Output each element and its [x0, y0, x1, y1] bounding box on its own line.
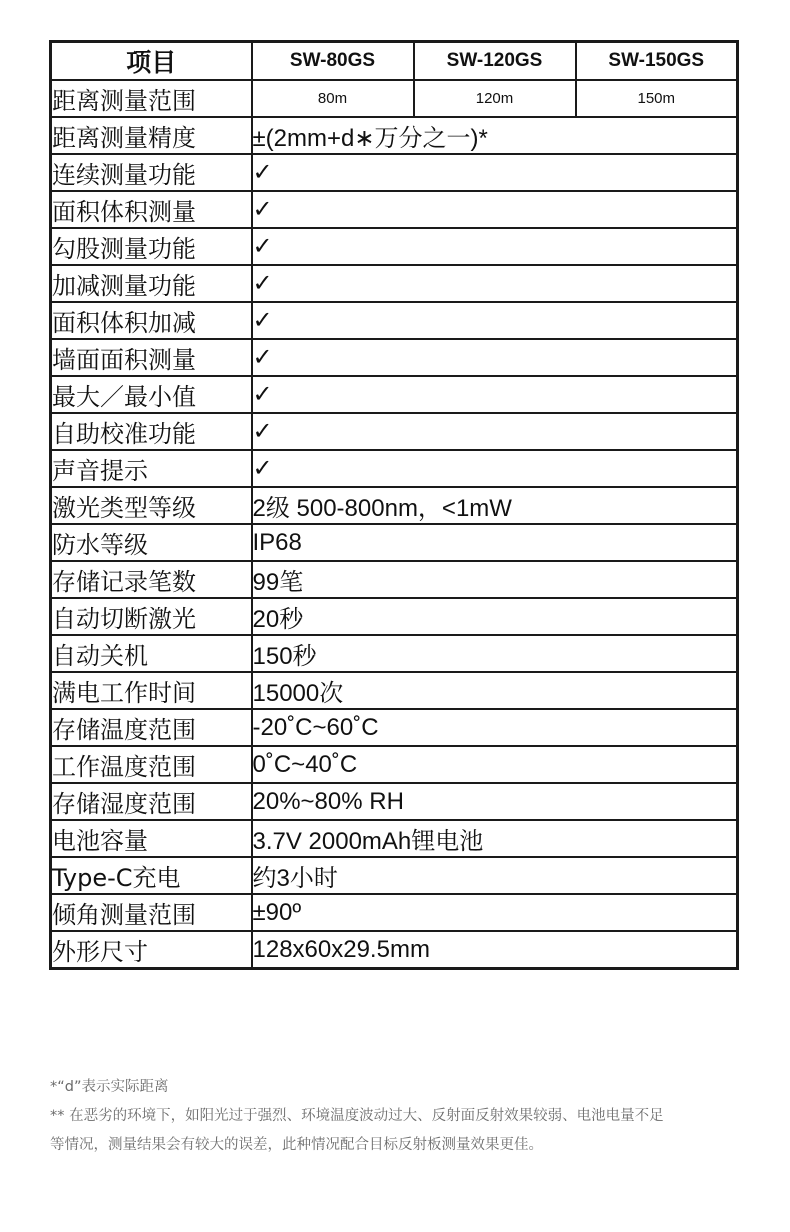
row-name: 电池容量	[51, 820, 252, 857]
row-name: 自助校准功能	[51, 413, 252, 450]
footnote-error-warning-line1: ** 在恶劣的环境下，如阳光过于强烈、环境温度波动过大、反射面反射效果较弱、电池电量不足	[50, 1108, 664, 1124]
header-item-cell: 项目	[51, 42, 252, 81]
row-value: 128x60x29.5mm	[252, 931, 738, 969]
table-row	[51, 191, 738, 228]
range-value-80: 80m	[252, 80, 414, 117]
row-value: ±(2mm+d∗万分之一)*	[252, 117, 738, 154]
row-name: 声音提示	[51, 450, 252, 487]
table-row	[51, 302, 738, 339]
table-row	[51, 376, 738, 413]
table-row	[51, 117, 738, 154]
row-name: 加减测量功能	[51, 265, 252, 302]
header-model-150: SW-150GS	[576, 42, 738, 81]
row-name: 最大／最小值	[51, 376, 252, 413]
check-icon: ✓	[252, 450, 738, 487]
row-name: 距离测量精度	[51, 117, 252, 154]
check-icon: ✓	[252, 339, 738, 376]
row-name: 倾角测量范围	[51, 894, 252, 931]
table-row	[51, 709, 738, 746]
table-row	[51, 635, 738, 672]
row-name: 存储温度范围	[51, 709, 252, 746]
row-value: 0˚C~40˚C	[252, 746, 738, 783]
row-name: 连续测量功能	[51, 154, 252, 191]
row-name: 满电工作时间	[51, 672, 252, 709]
table-row	[51, 561, 738, 598]
row-value: -20˚C~60˚C	[252, 709, 738, 746]
table-row	[51, 931, 738, 969]
table-row	[51, 413, 738, 450]
table-row	[51, 265, 738, 302]
header-model-80: SW-80GS	[252, 42, 414, 81]
row-value: 20%~80% RH	[252, 783, 738, 820]
footnote-d-definition: *“d”表示实际距离	[50, 1079, 169, 1095]
row-name: 激光类型等级	[51, 487, 252, 524]
row-name: 面积体积加减	[51, 302, 252, 339]
check-icon: ✓	[252, 191, 738, 228]
row-value: ±90º	[252, 894, 738, 931]
table-row	[51, 598, 738, 635]
row-name: Type-C充电	[51, 857, 252, 894]
row-value: 99笔	[252, 561, 738, 598]
row-name: 防水等级	[51, 524, 252, 561]
footnotes	[50, 1073, 750, 1160]
table-row	[51, 894, 738, 931]
table-row	[51, 672, 738, 709]
table-row	[51, 450, 738, 487]
table-row	[51, 524, 738, 561]
check-icon: ✓	[252, 154, 738, 191]
header-model-120: SW-120GS	[414, 42, 576, 81]
row-name: 面积体积测量	[51, 191, 252, 228]
table-row	[51, 339, 738, 376]
check-icon: ✓	[252, 376, 738, 413]
spec-table	[49, 40, 739, 970]
row-value: IP68	[252, 524, 738, 561]
range-row-name: 距离测量范围	[51, 80, 252, 117]
row-value: 约3小时	[252, 857, 738, 894]
table-row	[51, 820, 738, 857]
table-row	[51, 857, 738, 894]
row-name: 工作温度范围	[51, 746, 252, 783]
table-row	[51, 228, 738, 265]
row-value: 2级 500-800nm，<1mW	[252, 487, 738, 524]
row-value: 150秒	[252, 635, 738, 672]
row-name: 自动切断激光	[51, 598, 252, 635]
table-row	[51, 746, 738, 783]
range-value-120: 120m	[414, 80, 576, 117]
row-name: 墙面面积测量	[51, 339, 252, 376]
check-icon: ✓	[252, 302, 738, 339]
range-row	[51, 80, 738, 117]
table-row	[51, 783, 738, 820]
row-name: 存储湿度范围	[51, 783, 252, 820]
range-value-150: 150m	[576, 80, 738, 117]
row-value: 15000次	[252, 672, 738, 709]
header-row	[51, 42, 738, 81]
row-value: 3.7V 2000mAh锂电池	[252, 820, 738, 857]
check-icon: ✓	[252, 413, 738, 450]
check-icon: ✓	[252, 228, 738, 265]
check-icon: ✓	[252, 265, 738, 302]
table-row	[51, 154, 738, 191]
row-value: 20秒	[252, 598, 738, 635]
footnote-error-warning-line2: 等情况，测量结果会有较大的误差，此种情况配合目标反射板测量效果更佳。	[50, 1137, 543, 1153]
table-row	[51, 487, 738, 524]
row-name: 自动关机	[51, 635, 252, 672]
row-name: 外形尺寸	[51, 931, 252, 969]
row-name: 勾股测量功能	[51, 228, 252, 265]
row-name: 存储记录笔数	[51, 561, 252, 598]
